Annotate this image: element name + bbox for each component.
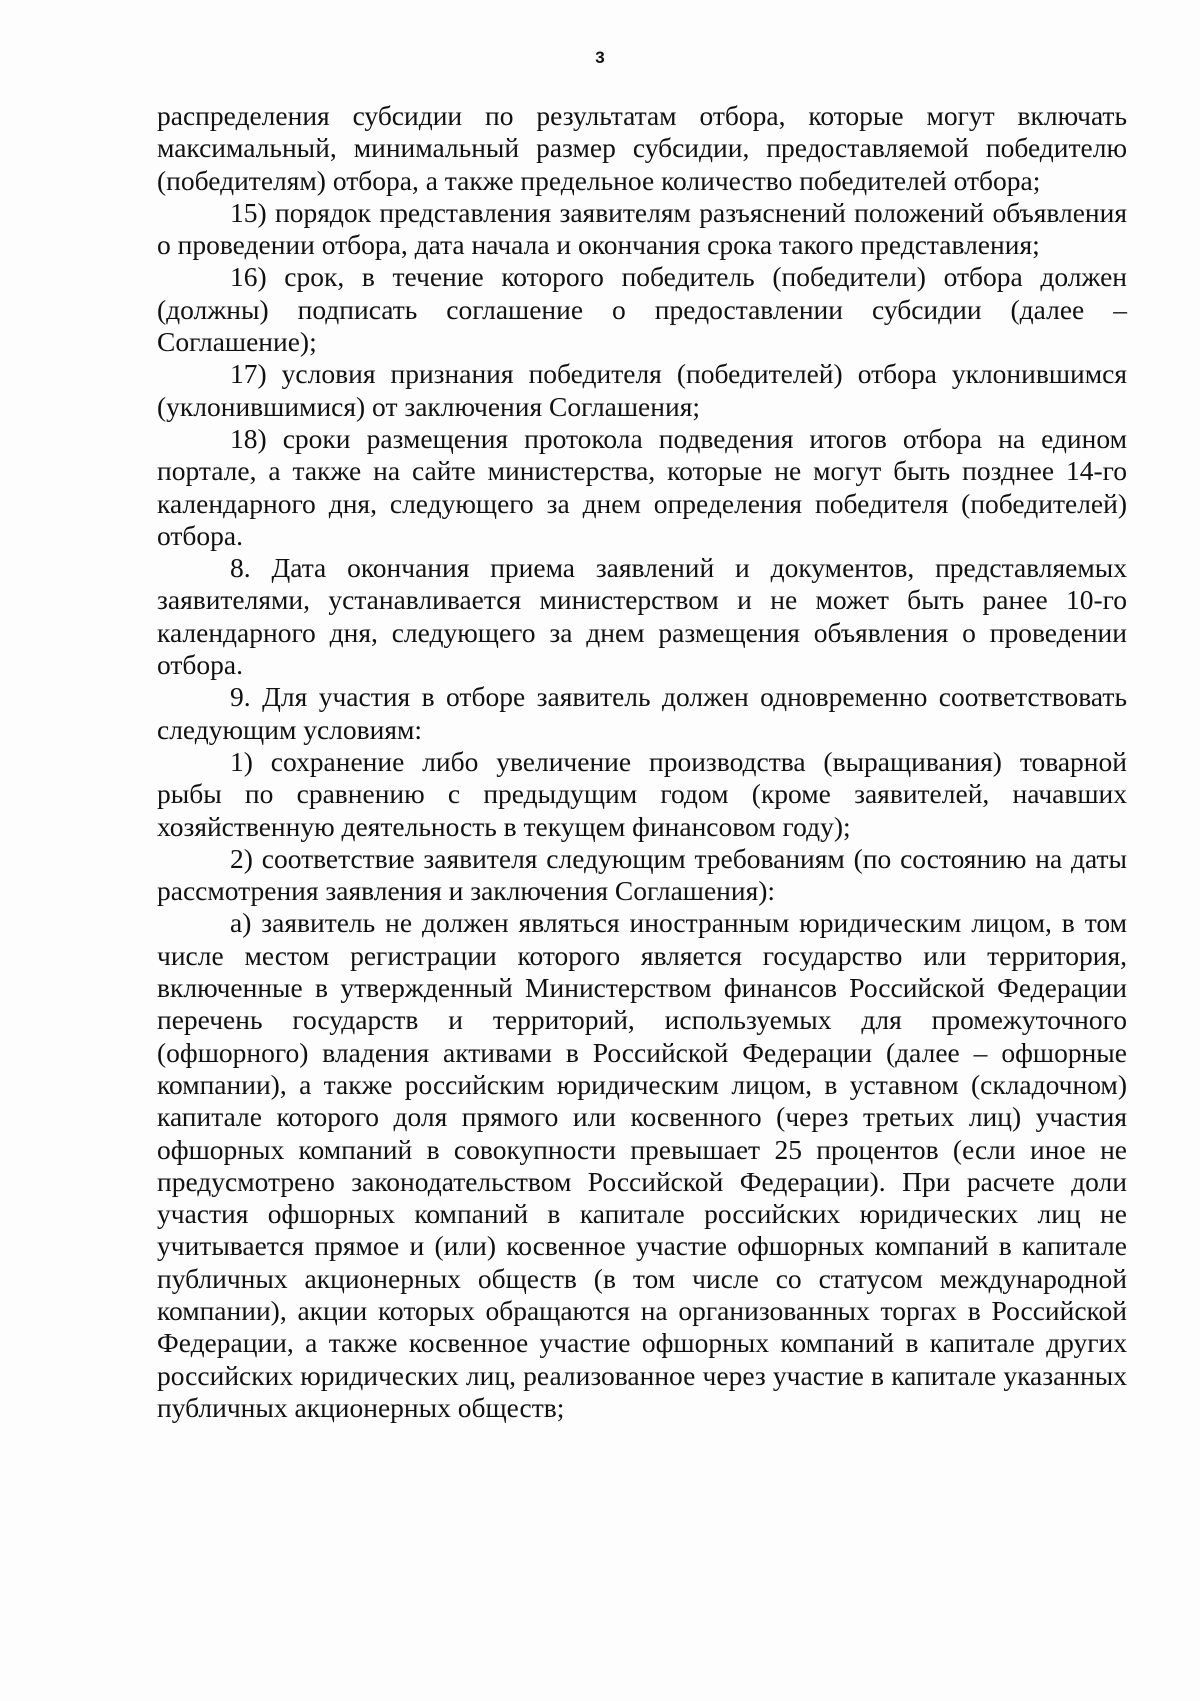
paragraph: 18) сроки размещения протокола подведения итогов отбора на едином портале, а также на сайте министерства, которые не могут быть позднее 14-го календарного дня, следующего за днем определения победителя (победителей) отбора. (157, 422, 1127, 551)
paragraph: 15) порядок представления заявителям разъяснений положений объявления о проведении отбора, дата начала и окончания срока такого представления; (157, 196, 1127, 261)
paragraph: 1) сохранение либо увеличение производства (выращивания) товарной рыбы по сравнению с предыдущим годом (кроме заявителей, начавших хозяйственную деятельность в текущем финансовом году); (157, 745, 1127, 842)
page-number: 3 (595, 48, 605, 67)
document-body (157, 100, 1127, 1424)
paragraph: 16) срок, в течение которого победитель (победители) отбора должен (должны) подписать соглашение о предоставлении субсидии (далее – Соглашение); (157, 261, 1127, 358)
paragraph: а) заявитель не должен являться иностранным юридическим лицом, в том числе местом регистрации которого является государство или территория, включенные в утвержденный Министерством финансов Российской Федерации перечень государств и территорий, используемых для промежуточного (офшорного) владения активами в Российской Федерации (далее – офшорные компании), а также российским юридическим лицом, в уставном (складочном) капитале которого доля прямого или косвенного (через третьих лиц) участия офшорных компаний в совокупности превышает 25 процентов (если иное не предусмотрено законодательством Российской Федерации). При расчете доли участия офшорных компаний в капитале российских юридических лиц не учитывается прямое и (или) косвенное участие офшорных компаний в капитале публичных акционерных обществ (в том числе со статусом международной компании), акции которых обращаются на организованных торгах в Российской Федерации, а также косвенное участие офшорных компаний в капитале других российских юридических лиц, реализованное через участие в капитале указанных публичных акционерных обществ; (157, 907, 1127, 1423)
paragraph: 8. Дата окончания приема заявлений и документов, представляемых заявителями, устанавливается министерством и не может быть ранее 10-го календарного дня, следующего за днем размещения объявления о проведении отбора. (157, 552, 1127, 681)
paragraph: распределения субсидии по результатам отбора, которые могут включать максимальный, минимальный размер субсидии, предоставляемой победителю (победителям) отбора, а также предельное количество победителей отбора; (157, 100, 1127, 196)
paragraph: 9. Для участия в отборе заявитель должен одновременно соответствовать следующим условиям: (157, 681, 1127, 745)
paragraph: 17) условия признания победителя (победителей) отбора уклонившимся (уклонившимися) от заключения Соглашения; (157, 358, 1127, 422)
paragraph: 2) соответствие заявителя следующим требованиям (по состоянию на даты рассмотрения заявления и заключения Соглашения): (157, 842, 1127, 907)
